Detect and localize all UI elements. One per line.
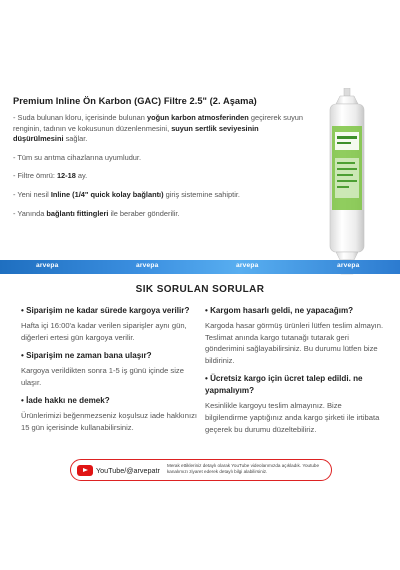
feature-item: - Tüm su arıtma cihazlarına uyumludur.	[13, 152, 142, 162]
filter-cartridge-image	[318, 88, 376, 278]
faq-question: • Ücretsiz kargo için ücret talep edildi. ne yapmalıyım?	[205, 374, 363, 396]
faq-answer: Kesinlikle kargoyu teslim almayınız. Bize bilgilendirme yaptığınız anda kargo şirketi ile irtibata geçerek bu durumu düzeltebiliriz.	[205, 401, 380, 434]
product-title: Premium Inline Ön Karbon (GAC) Filtre 2.5" (2. Aşama)	[13, 96, 257, 106]
faq-answer: Kargoda hasar görmüş ürünleri lütfen teslim almayın. Teslimat anında kargo tutanağı tutarak geri gönderimini sağlayabilirsiniz. Bu durumu lütfen bize bildiriniz.	[205, 321, 384, 365]
youtube-note: Merak ettikleriniz detaylı olarak YouTube videolarımızda açıkladık. Youtube kanalımızı ziyaret ederek detaylı bilgi alabilirsiniz.	[167, 463, 320, 474]
faq-question: • Siparişim ne kadar sürede kargoya verilir?	[21, 306, 190, 315]
brand-band	[0, 260, 400, 274]
brand-label: arvepa	[236, 262, 259, 269]
feature-item: - Yeni nesil Inline (1/4" quick kolay bağlantı) giriş sistemine sahiptir.	[13, 189, 240, 199]
brand-label: arvepa	[136, 262, 159, 269]
youtube-play-icon	[77, 465, 93, 476]
faq-answer: Kargoya verildikten sonra 1-5 iş günü içinde size ulaşır.	[21, 366, 184, 387]
faq-question: • İade hakkı ne demek?	[21, 396, 110, 406]
faq-column-right	[205, 305, 385, 442]
youtube-handle: YouTube/@arvepatr	[96, 466, 160, 475]
faq-question: • Siparişim ne zaman bana ulaşır?	[21, 351, 152, 361]
feature-item: - Filtre ömrü: 12-18 ay.	[13, 171, 88, 181]
faq-heading: SIK SORULAN SORULAR	[135, 284, 265, 295]
brand-label: arvepa	[36, 262, 59, 269]
feature-list	[13, 113, 308, 227]
brand-label: arvepa	[337, 262, 360, 269]
faq-answer: Hafta içi 16:00'a kadar verilen siparişler aynı gün, diğerleri ertesi gün kargoya verilir.	[21, 321, 187, 342]
faq-column-left	[21, 305, 198, 441]
youtube-banner[interactable]	[70, 459, 332, 481]
feature-item: - Suda bulunan kloru, içerisinde bulunan yoğun karbon atmosferinden geçirerek suyun renginin, tadının ve kokusunun düzenlenmesini, suyun sertlik seviyesinin düşürülmesini sağlar.	[13, 113, 304, 144]
feature-item: - Yanında bağlantı fittingleri ile beraber gönderilir.	[13, 208, 180, 218]
faq-answer: Ürünlerimizi beğenmezseniz koşulsuz iade hakkınızı 15 gün içerisinde kullanabilirsiniz.	[21, 411, 198, 432]
faq-question: • Kargom hasarlı geldi, ne yapacağım?	[205, 306, 354, 315]
